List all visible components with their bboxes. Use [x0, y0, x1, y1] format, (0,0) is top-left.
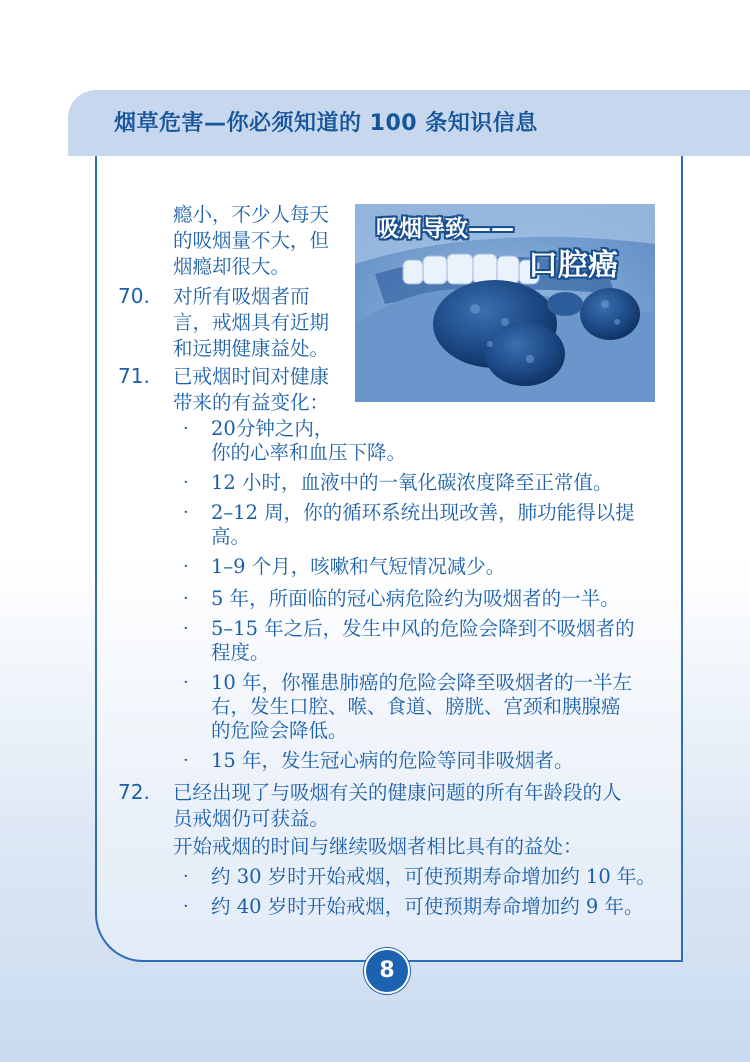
item71-line: 已戒烟时间对健康 — [173, 365, 330, 388]
bullet-dot: · — [183, 618, 189, 639]
page-number-badge: 8 — [364, 948, 410, 994]
bullet-dot: · — [183, 672, 189, 693]
continuation-line: 烟瘾却很大。 — [173, 255, 291, 278]
item71-bullet-line: 高。 — [211, 525, 251, 548]
item72-bullet-line: 约 30 岁时开始戒烟，可使预期寿命增加约 10 年。 — [211, 865, 656, 888]
bullet-dot: · — [183, 588, 189, 609]
continuation-line: 瘾小，不少人每天 — [173, 203, 330, 226]
illustration-title-line1: 吸烟导致—— — [376, 216, 514, 242]
item71-bullet-line: 2–12 周，你的循环系统出现改善，肺功能得以提 — [211, 501, 635, 524]
item71-bullet-line: 12 小时，血液中的一氧化碳浓度降至正常值。 — [211, 471, 613, 494]
item71-bullet-line: 15 年，发生冠心病的危险等同非吸烟者。 — [211, 749, 574, 772]
item71-bullet-line: 1–9 个月，咳嗽和气短情况减少。 — [211, 555, 506, 578]
item-number-71: 71. — [118, 364, 150, 388]
continuation-line: 的吸烟量不大，但 — [173, 229, 330, 252]
page-header-title: 烟草危害—你必须知道的 100 条知识信息 — [114, 111, 538, 136]
item70-line: 言，戒烟具有近期 — [173, 311, 330, 334]
item71-bullet-line: 10 年，你罹患肺癌的危险会降至吸烟者的一半左 — [211, 671, 633, 694]
illustration-title-line2: 口腔癌 — [528, 248, 618, 283]
bullet-dot: · — [183, 556, 189, 577]
item71-bullet-line: 5 年，所面临的冠心病危险约为吸烟者的一半。 — [211, 587, 620, 610]
item71-bullet-line: 20分钟之内， — [211, 417, 334, 440]
item70-line: 和远期健康益处。 — [173, 337, 330, 360]
item71-bullet-line: 右，发生口腔、喉、食道、膀胱、宫颈和胰腺癌 — [211, 695, 621, 718]
bullet-dot: · — [183, 502, 189, 523]
bullet-dot: · — [183, 750, 189, 771]
item71-line: 带来的有益变化： — [173, 391, 330, 414]
item72-subheading: 开始戒烟的时间与继续吸烟者相比具有的益处： — [173, 835, 583, 858]
item-number-70: 70. — [118, 284, 150, 308]
bullet-dot: · — [183, 896, 189, 917]
item71-bullet-line: 你的心率和血压下降。 — [211, 441, 407, 464]
item72-line: 已经出现了与吸烟有关的健康问题的所有年龄段的人 — [173, 781, 622, 804]
item70-line: 对所有吸烟者而 — [173, 285, 310, 308]
bullet-dot: · — [183, 418, 189, 439]
item72-bullet-line: 约 40 岁时开始戒烟，可使预期寿命增加约 9 年。 — [211, 895, 644, 918]
bullet-dot: · — [183, 866, 189, 887]
item72-line: 员戒烟仍可获益。 — [173, 807, 330, 830]
bullet-dot: · — [183, 472, 189, 493]
item71-bullet-line: 程度。 — [211, 641, 270, 664]
item71-bullet-line: 5–15 年之后，发生中风的危险会降到不吸烟者的 — [211, 617, 635, 640]
item71-bullet-line: 的危险会降低。 — [211, 719, 348, 742]
item-number-72: 72. — [118, 780, 150, 804]
